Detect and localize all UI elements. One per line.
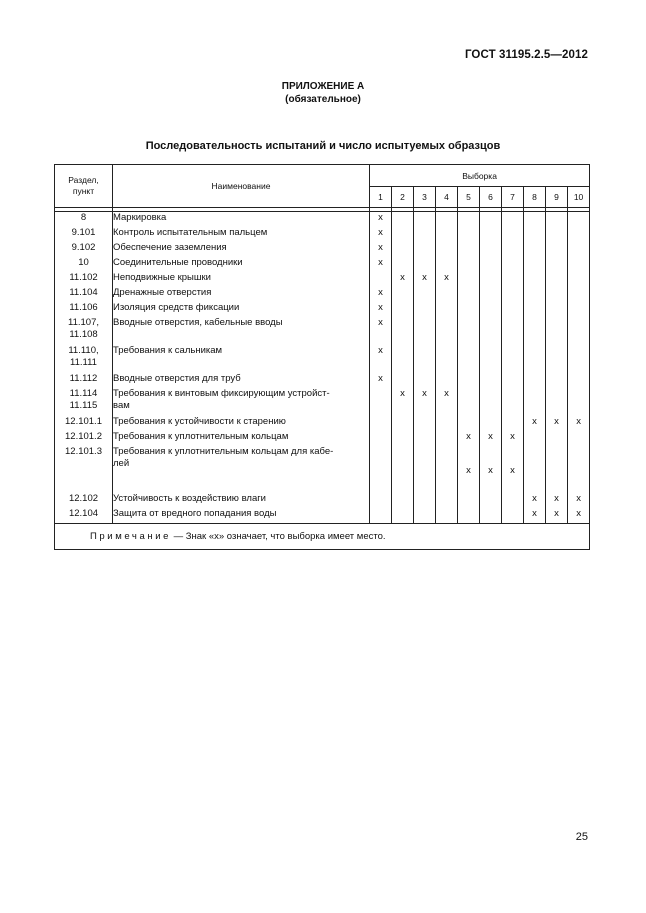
- row-mark: [436, 345, 458, 373]
- row-mark: [392, 446, 414, 493]
- row-mark: [458, 345, 480, 373]
- row-mark: [568, 257, 590, 272]
- row-mark: [546, 257, 568, 272]
- table-row: [55, 446, 590, 493]
- row-mark: [436, 508, 458, 524]
- row-mark: [502, 302, 524, 317]
- row-mark: [458, 257, 480, 272]
- row-mark: [392, 287, 414, 302]
- row-mark: х: [370, 257, 392, 272]
- document-code: ГОСТ 31195.2.5—2012: [464, 49, 588, 61]
- table-row: [55, 431, 590, 446]
- row-mark: [458, 388, 480, 416]
- row-mark: [414, 227, 436, 242]
- table-row: [55, 388, 590, 416]
- row-mark: [414, 373, 436, 388]
- row-mark: [480, 373, 502, 388]
- row-name: Вводные отверстия, кабельные вводы: [113, 317, 370, 345]
- row-mark: [392, 345, 414, 373]
- row-mark: [524, 257, 546, 272]
- test-sequence-table: [54, 164, 590, 550]
- row-mark: [436, 287, 458, 302]
- row-mark: х: [524, 416, 546, 431]
- row-mark: [568, 287, 590, 302]
- row-mark: [568, 242, 590, 257]
- row-mark: х: [370, 287, 392, 302]
- sample-number-header: 9: [546, 187, 568, 208]
- row-mark: [436, 493, 458, 508]
- row-mark: х: [370, 227, 392, 242]
- row-mark: х: [370, 317, 392, 345]
- row-mark: [414, 493, 436, 508]
- row-name: Изоляция средств фиксации: [113, 302, 370, 317]
- table-title: Последовательность испытаний и число испытуемых образцов: [145, 140, 501, 152]
- row-mark: [546, 242, 568, 257]
- row-mark: [436, 317, 458, 345]
- row-section-line: 11.108: [69, 328, 98, 340]
- row-mark: [392, 257, 414, 272]
- table-note-row: [55, 524, 590, 550]
- row-mark: [392, 212, 414, 228]
- row-mark: [392, 416, 414, 431]
- column-header-section-label: Раздел, пункт: [68, 175, 99, 196]
- row-name: Требования к сальникам: [113, 345, 370, 373]
- row-mark: [480, 287, 502, 302]
- row-mark: [480, 242, 502, 257]
- row-mark: х: [458, 431, 480, 446]
- row-mark: [436, 257, 458, 272]
- row-mark: х: [524, 493, 546, 508]
- row-mark: [568, 302, 590, 317]
- row-name: Маркировка: [113, 212, 370, 228]
- row-mark: [414, 287, 436, 302]
- row-mark: [568, 272, 590, 287]
- row-mark: [370, 416, 392, 431]
- row-mark: [546, 373, 568, 388]
- row-mark: [502, 508, 524, 524]
- note-text: — Знак «х» означает, что выборка имеет место.: [171, 531, 386, 542]
- row-mark: [436, 431, 458, 446]
- row-section: [55, 345, 113, 373]
- row-mark: [524, 388, 546, 416]
- row-mark: х: [568, 508, 590, 524]
- row-mark: [524, 212, 546, 228]
- table-row: [55, 242, 590, 257]
- row-mark: [568, 317, 590, 345]
- table-row: [55, 416, 590, 431]
- row-mark: [502, 272, 524, 287]
- row-mark: [568, 227, 590, 242]
- row-mark: [502, 388, 524, 416]
- row-mark: х: [480, 431, 502, 446]
- row-mark: [370, 388, 392, 416]
- row-section: 12.101.2: [55, 431, 113, 446]
- row-mark: [524, 345, 546, 373]
- row-mark: [392, 508, 414, 524]
- row-section: 9.101: [55, 227, 113, 242]
- sample-number-header: 8: [524, 187, 546, 208]
- row-mark: [502, 212, 524, 228]
- row-mark: [502, 227, 524, 242]
- row-mark: х: [414, 272, 436, 287]
- row-mark: [568, 431, 590, 446]
- row-section: 11.106: [55, 302, 113, 317]
- row-mark: [392, 493, 414, 508]
- appendix-subtitle: (обязательное): [285, 94, 361, 105]
- row-mark: [546, 345, 568, 373]
- row-mark: [392, 227, 414, 242]
- row-mark: х: [370, 212, 392, 228]
- row-name: Неподвижные крышки: [113, 272, 370, 287]
- row-mark: [546, 302, 568, 317]
- row-mark: [392, 242, 414, 257]
- row-mark: [524, 227, 546, 242]
- row-mark: х: [370, 242, 392, 257]
- row-section: 9.102: [55, 242, 113, 257]
- row-mark: [370, 493, 392, 508]
- sample-number-header: 4: [436, 187, 458, 208]
- table-row: [55, 227, 590, 242]
- row-section: 11.102: [55, 272, 113, 287]
- row-mark: [436, 212, 458, 228]
- row-mark: [392, 317, 414, 345]
- row-mark: [524, 242, 546, 257]
- column-header-sample: Выборка: [370, 165, 590, 187]
- row-mark: х: [436, 272, 458, 287]
- row-mark: [480, 493, 502, 508]
- row-mark: [480, 302, 502, 317]
- row-mark: [480, 416, 502, 431]
- row-name: [113, 446, 370, 493]
- sample-number-header: 2: [392, 187, 414, 208]
- table-row: [55, 257, 590, 272]
- row-name: Требования к уплотнительным кольцам: [113, 431, 370, 446]
- row-section: [55, 317, 113, 345]
- row-mark: [436, 446, 458, 493]
- row-mark: х: [546, 508, 568, 524]
- row-section: [55, 388, 113, 416]
- row-mark: [370, 446, 392, 493]
- row-name: Дренажные отверстия: [113, 287, 370, 302]
- row-mark: [458, 373, 480, 388]
- row-mark: х: [546, 416, 568, 431]
- row-mark: [524, 446, 546, 493]
- row-section-line: 11.110,: [68, 345, 99, 356]
- table-row: [55, 493, 590, 508]
- column-header-section: [55, 165, 113, 208]
- row-mark: [414, 446, 436, 493]
- row-mark: [458, 317, 480, 345]
- row-mark: [458, 493, 480, 508]
- row-mark: [436, 302, 458, 317]
- row-mark: [546, 227, 568, 242]
- row-mark: [524, 302, 546, 317]
- row-section: 11.104: [55, 287, 113, 302]
- row-mark: х: [436, 388, 458, 416]
- sample-number-header: 6: [480, 187, 502, 208]
- table-note: [55, 524, 590, 550]
- row-section-line: 11.115: [69, 399, 98, 411]
- row-name: [113, 388, 370, 416]
- row-mark: [414, 416, 436, 431]
- row-name-line: Требования к уплотнительным кольцам для кабе-: [113, 446, 334, 457]
- row-mark: [370, 431, 392, 446]
- row-mark: [370, 508, 392, 524]
- sample-number-header: 1: [370, 187, 392, 208]
- row-section: 12.104: [55, 508, 113, 524]
- row-mark: [524, 287, 546, 302]
- row-mark: [436, 416, 458, 431]
- sample-number-header: 5: [458, 187, 480, 208]
- table-row: [55, 317, 590, 345]
- row-name: Соединительные проводники: [113, 257, 370, 272]
- row-mark: [502, 287, 524, 302]
- table-row: [55, 272, 590, 287]
- row-mark: х: [480, 446, 502, 493]
- row-mark: [546, 317, 568, 345]
- row-mark: [480, 212, 502, 228]
- row-mark: [502, 373, 524, 388]
- row-mark: [458, 227, 480, 242]
- row-section-line: 11.111: [70, 356, 97, 368]
- row-mark: [568, 388, 590, 416]
- row-mark: [568, 212, 590, 228]
- row-mark: [414, 212, 436, 228]
- table-row: [55, 302, 590, 317]
- row-mark: х: [392, 272, 414, 287]
- column-header-name: Наименование: [113, 165, 370, 208]
- row-mark: [458, 508, 480, 524]
- row-mark: [414, 317, 436, 345]
- row-mark: [546, 287, 568, 302]
- row-mark: [458, 272, 480, 287]
- row-mark: х: [524, 508, 546, 524]
- row-mark: [502, 317, 524, 345]
- row-section: 12.101.1: [55, 416, 113, 431]
- row-mark: [480, 345, 502, 373]
- row-mark: [546, 431, 568, 446]
- row-section: 10: [55, 257, 113, 272]
- row-mark: [480, 317, 502, 345]
- row-mark: х: [568, 493, 590, 508]
- row-mark: [546, 212, 568, 228]
- row-mark: [392, 431, 414, 446]
- row-mark: [458, 212, 480, 228]
- row-mark: х: [568, 416, 590, 431]
- row-mark: х: [458, 446, 480, 493]
- row-mark: [524, 431, 546, 446]
- sample-number-header: 3: [414, 187, 436, 208]
- row-mark: [480, 227, 502, 242]
- row-mark: х: [502, 431, 524, 446]
- row-mark: [524, 317, 546, 345]
- row-mark: х: [546, 493, 568, 508]
- row-mark: [458, 302, 480, 317]
- table-row: [55, 287, 590, 302]
- row-section-line: 11.107,: [68, 317, 99, 328]
- row-name: Обеспечение заземления: [113, 242, 370, 257]
- row-mark: [458, 242, 480, 257]
- row-mark: [502, 345, 524, 373]
- row-name: Требования к устойчивости к старению: [113, 416, 370, 431]
- page-number: 25: [575, 831, 588, 843]
- row-mark: [502, 493, 524, 508]
- row-section: 12.101.3: [55, 446, 113, 493]
- row-mark: [458, 416, 480, 431]
- row-mark: [414, 257, 436, 272]
- row-mark: [568, 373, 590, 388]
- row-mark: [524, 272, 546, 287]
- row-section: 11.112: [55, 373, 113, 388]
- row-mark: [370, 272, 392, 287]
- row-mark: [502, 257, 524, 272]
- row-name-line: лей: [113, 457, 130, 469]
- row-mark: [480, 272, 502, 287]
- row-mark: [502, 416, 524, 431]
- sample-number-header: 10: [568, 187, 590, 208]
- row-name: Вводные отверстия для труб: [113, 373, 370, 388]
- row-mark: х: [414, 388, 436, 416]
- row-mark: х: [370, 302, 392, 317]
- row-mark: х: [392, 388, 414, 416]
- row-mark: [436, 373, 458, 388]
- row-name: Защита от вредного попадания воды: [113, 508, 370, 524]
- row-mark: [524, 373, 546, 388]
- row-mark: [546, 388, 568, 416]
- row-mark: х: [370, 373, 392, 388]
- row-mark: [568, 345, 590, 373]
- row-mark: [392, 373, 414, 388]
- table-row: [55, 508, 590, 524]
- row-name: Контроль испытательным пальцем: [113, 227, 370, 242]
- row-mark: [414, 242, 436, 257]
- row-mark: [502, 242, 524, 257]
- row-mark: [546, 272, 568, 287]
- row-mark: [480, 257, 502, 272]
- appendix-title: ПРИЛОЖЕНИЕ А: [281, 81, 365, 92]
- row-name-line: вам: [113, 399, 130, 411]
- row-name: Устойчивость к воздействию влаги: [113, 493, 370, 508]
- row-mark: [436, 242, 458, 257]
- row-mark: х: [370, 345, 392, 373]
- table-row: [55, 373, 590, 388]
- row-mark: х: [502, 446, 524, 493]
- row-name-line: Требования к винтовым фиксирующим устройст-: [113, 388, 330, 399]
- row-mark: [414, 508, 436, 524]
- row-mark: [480, 388, 502, 416]
- table-row: [55, 212, 590, 228]
- row-mark: [568, 446, 590, 493]
- row-mark: [392, 302, 414, 317]
- row-section: 8: [55, 212, 113, 228]
- row-mark: [414, 345, 436, 373]
- row-mark: [480, 508, 502, 524]
- row-section: 12.102: [55, 493, 113, 508]
- row-mark: [436, 227, 458, 242]
- row-mark: [546, 446, 568, 493]
- table-row: [55, 345, 590, 373]
- row-mark: [458, 287, 480, 302]
- sample-number-header: 7: [502, 187, 524, 208]
- note-label: Примечание: [90, 531, 171, 542]
- row-mark: [414, 431, 436, 446]
- row-section-line: 11.114: [69, 388, 98, 399]
- row-mark: [414, 302, 436, 317]
